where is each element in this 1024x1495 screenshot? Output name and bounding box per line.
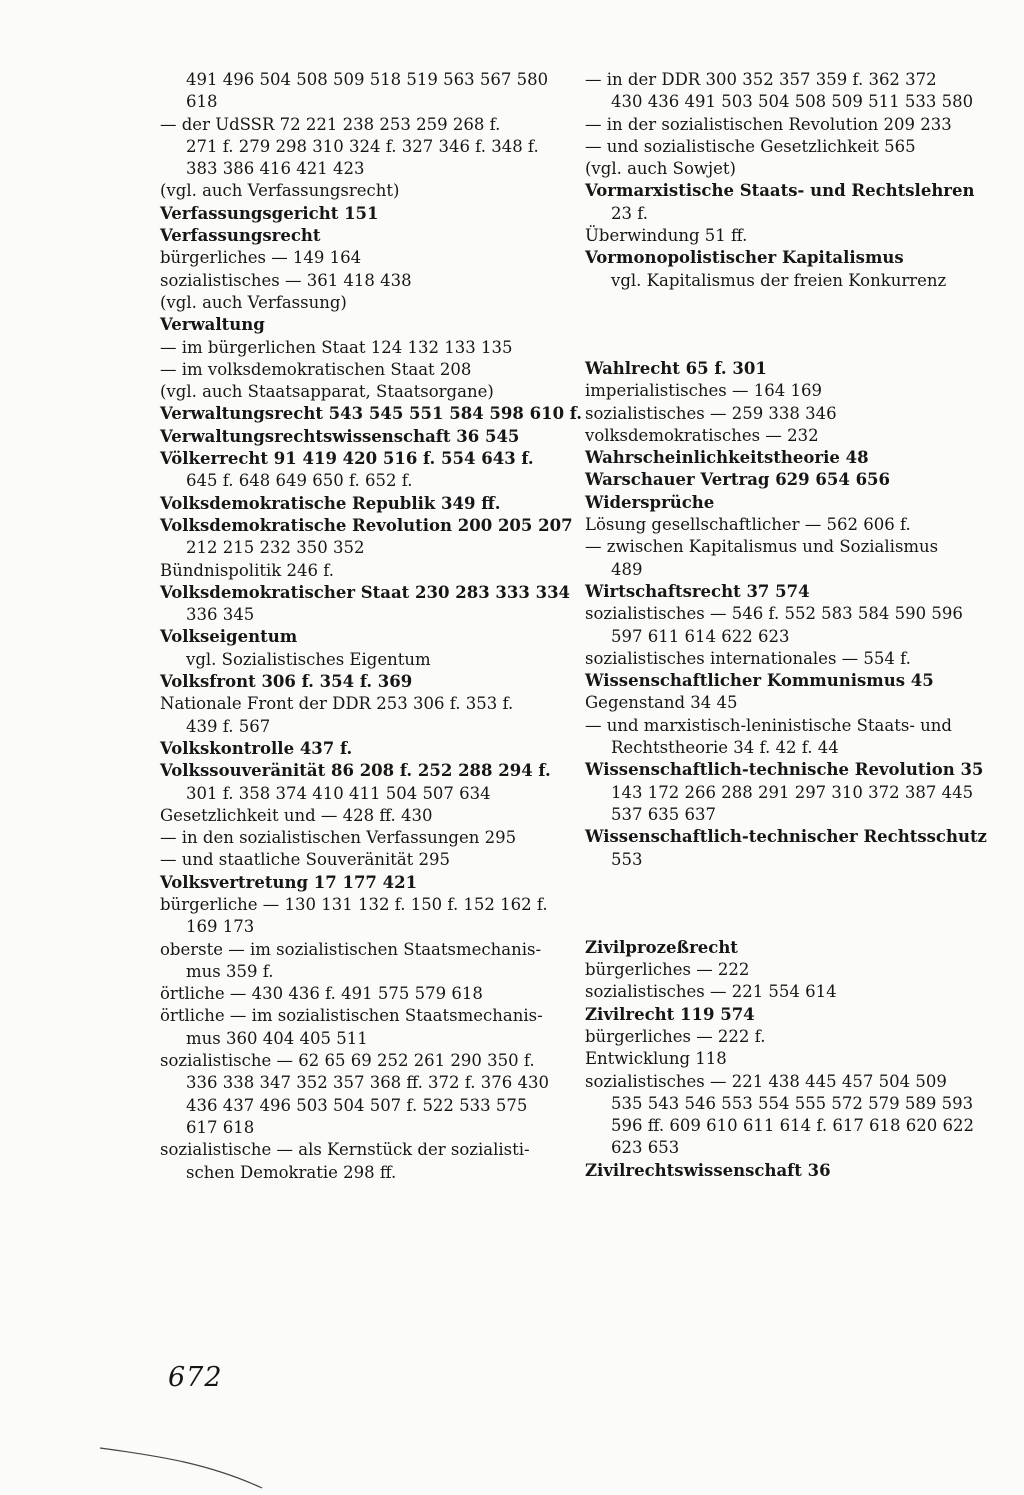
index-entry-line: mus 359 f. [186,961,274,981]
index-entry-line: 618 [186,92,218,112]
index-entry-heading: Zivilprozeßrecht [585,937,738,957]
index-entry-line: 645 f. 648 649 650 f. 652 f. [186,471,413,491]
index-entry-line: 623 653 [611,1138,680,1158]
index-entry-heading: Volkseigentum [160,627,298,647]
index-column-left [160,69,583,1184]
index-entry-heading: Verwaltung [160,315,265,335]
index-entry-line: — und marxistisch-leninistische Staats- und [585,715,952,735]
index-entry-line: 336 345 [186,605,255,625]
index-entry-line: 436 437 496 503 504 507 f. 522 533 575 [186,1095,528,1115]
index-entry-heading: Völkerrecht 91 419 420 516 f. 554 643 f. [160,449,534,469]
index-entry-line: 301 f. 358 374 410 411 504 507 634 [186,783,491,803]
index-entry-line: örtliche — im sozialistischen Staatsmechanis- [160,1006,543,1026]
index-entry-line: bürgerliche — 130 131 132 f. 150 f. 152 162 f. [160,894,548,914]
index-entry-line: oberste — im sozialistischen Staatsmechanis- [160,939,542,959]
index-entry-line: (vgl. auch Sowjet) [585,159,736,179]
index-entry-line: (vgl. auch Verfassungsrecht) [160,181,400,201]
index-entry-heading: Wissenschaftlich-technische Revolution 35 [585,760,984,780]
index-entry-line: vgl. Sozialistisches Eigentum [186,649,431,669]
index-entry-line: bürgerliches — 222 f. [585,1026,766,1046]
index-entry-line: 383 386 416 421 423 [186,159,365,179]
index-entry-heading: Wahlrecht 65 f. 301 [585,358,767,378]
index-entry-heading: Warschauer Vertrag 629 654 656 [585,470,891,490]
index-entry-line: 336 338 347 352 357 368 ff. 372 f. 376 430 [186,1073,550,1093]
index-entry-line: 553 [611,849,643,869]
index-entry-heading: Vormarxistische Staats- und Rechtslehren [585,181,975,201]
index-entry-line: 537 635 637 [611,804,716,824]
index-entry-line: 23 f. [611,203,649,223]
index-entry-heading: Wissenschaftlicher Kommunismus 45 [585,671,934,691]
index-entry-line: — und sozialistische Gesetzlichkeit 565 [585,136,916,156]
index-entry-heading: Volksfront 306 f. 354 f. 369 [160,672,413,692]
index-entry-heading: Volksdemokratische Revolution 200 205 207 [160,515,573,535]
index-entry-line: örtliche — 430 436 f. 491 575 579 618 [160,984,483,1004]
index-entry-line: Lösung gesellschaftlicher — 562 606 f. [585,515,911,535]
index-entry-heading: Volksdemokratische Republik 349 ff. [160,493,501,513]
index-entry-line: sozialistisches — 221 554 614 [585,982,837,1002]
index-entry-heading: Vormonopolistischer Kapitalismus [585,248,904,268]
index-entry-line: 597 611 614 622 623 [611,626,790,646]
index-entry-line: 491 496 504 508 509 518 519 563 567 580 [186,70,549,89]
index-entry-line: sozialistische — 62 65 69 252 261 290 350 f. [160,1051,535,1071]
index-entry-heading: Verwaltungsrecht 543 545 551 584 598 610 f. [160,404,583,424]
index-entry-line: — in der sozialistischen Revolution 209 233 [585,114,952,134]
index-entry-line: sozialistisches internationales — 554 f. [585,648,911,668]
index-entry-line: Gegenstand 34 45 [585,693,738,713]
index-entry-line: — in der DDR 300 352 357 359 f. 362 372 [585,70,937,89]
index-entry-heading: Widersprüche [585,492,715,512]
index-entry-line: sozialistisches — 221 438 445 457 504 509 [585,1071,947,1091]
index-entry-line: sozialistisches — 546 f. 552 583 584 590 596 [585,604,963,624]
index-entry-line: — im volksdemokratischen Staat 208 [160,359,472,379]
index-entry-line: — zwischen Kapitalismus und Sozialismus [585,537,939,557]
index-entry-line: sozialistische — als Kernstück der sozialisti- [160,1140,530,1160]
index-entry-heading: Volkskontrolle 437 f. [160,738,353,758]
index-entry-heading: Verfassungsgericht 151 [160,203,379,223]
index-entry-heading: Verfassungsrecht [160,226,321,246]
index-entry-line: 143 172 266 288 291 297 310 372 387 445 [611,782,974,802]
index-entry-heading: Wirtschaftsrecht 37 574 [585,581,810,601]
index-entry-line: 212 215 232 350 352 [186,538,365,558]
index-entry-heading: Volksvertretung 17 177 421 [160,872,418,892]
index-entry-line: 617 618 [186,1117,255,1137]
index-entry-line: mus 360 404 405 511 [186,1028,368,1048]
index-entry-line: Gesetzlichkeit und — 428 ff. 430 [160,805,433,825]
index-entry-line: 439 f. 567 [186,716,271,736]
index-entry-line: Entwicklung 118 [585,1049,727,1069]
page-number: 672 [168,1362,223,1393]
index-entry-line: Rechtstheorie 34 f. 42 f. 44 [611,738,839,758]
index-entry-heading: Verwaltungsrechtswissenschaft 36 545 [160,426,520,446]
index-entry-heading: Volkssouveränität 86 208 f. 252 288 294 f. [160,761,551,781]
index-entry-line: bürgerliches — 149 164 [160,248,362,268]
index-entry-line: schen Demokratie 298 ff. [186,1162,397,1182]
index-entry-heading: Zivilrecht 119 574 [585,1004,755,1024]
index-entry-line: — im bürgerlichen Staat 124 132 133 135 [160,337,513,357]
section-gap [585,871,995,937]
index-entry-line: 596 ff. 609 610 611 614 f. 617 618 620 622 [611,1116,975,1136]
index-entry-line: Nationale Front der DDR 253 306 f. 353 f. [160,694,514,714]
index-entry-line: 271 f. 279 298 310 324 f. 327 346 f. 348 f. [186,136,539,156]
index-entry-line: (vgl. auch Verfassung) [160,292,347,312]
index-entry-line: sozialistisches — 259 338 346 [585,403,837,423]
index-entry-line: sozialistisches — 361 418 438 [160,270,412,290]
index-entry-line: — und staatliche Souveränität 295 [160,850,451,870]
index-entry-line: volksdemokratisches — 232 [585,425,819,445]
index-entry-heading: Wahrscheinlichkeitstheorie 48 [585,448,869,468]
index-entry-line: 430 436 491 503 504 508 509 511 533 580 [611,92,974,112]
index-entry-heading: Wissenschaftlich-technischer Rechtsschutz [585,827,987,847]
scan-edge-mark [0,1430,300,1495]
index-entry-line: Bündnispolitik 246 f. [160,560,335,580]
index-entry-line: — in den sozialistischen Verfassungen 295 [160,828,517,848]
index-entry-line: 169 173 [186,917,255,937]
index-entry-heading: Zivilrechtswissenschaft 36 [585,1160,831,1180]
index-entry-heading: Volksdemokratischer Staat 230 283 333 334 [160,582,571,602]
index-entry-line: 489 [611,559,643,579]
index-entry-line: — der UdSSR 72 221 238 253 259 268 f. [160,114,501,134]
section-gap [585,292,995,358]
index-entry-line: bürgerliches — 222 [585,960,750,980]
index-entry-line: vgl. Kapitalismus der freien Konkurrenz [611,270,947,290]
index-entry-line: Überwindung 51 ff. [585,226,748,246]
index-entry-line: 535 543 546 553 554 555 572 579 589 593 [611,1093,974,1113]
index-entry-line: imperialistisches — 164 169 [585,381,822,401]
index-column-right [585,69,995,1182]
index-entry-line: (vgl. auch Staatsapparat, Staatsorgane) [160,382,494,402]
